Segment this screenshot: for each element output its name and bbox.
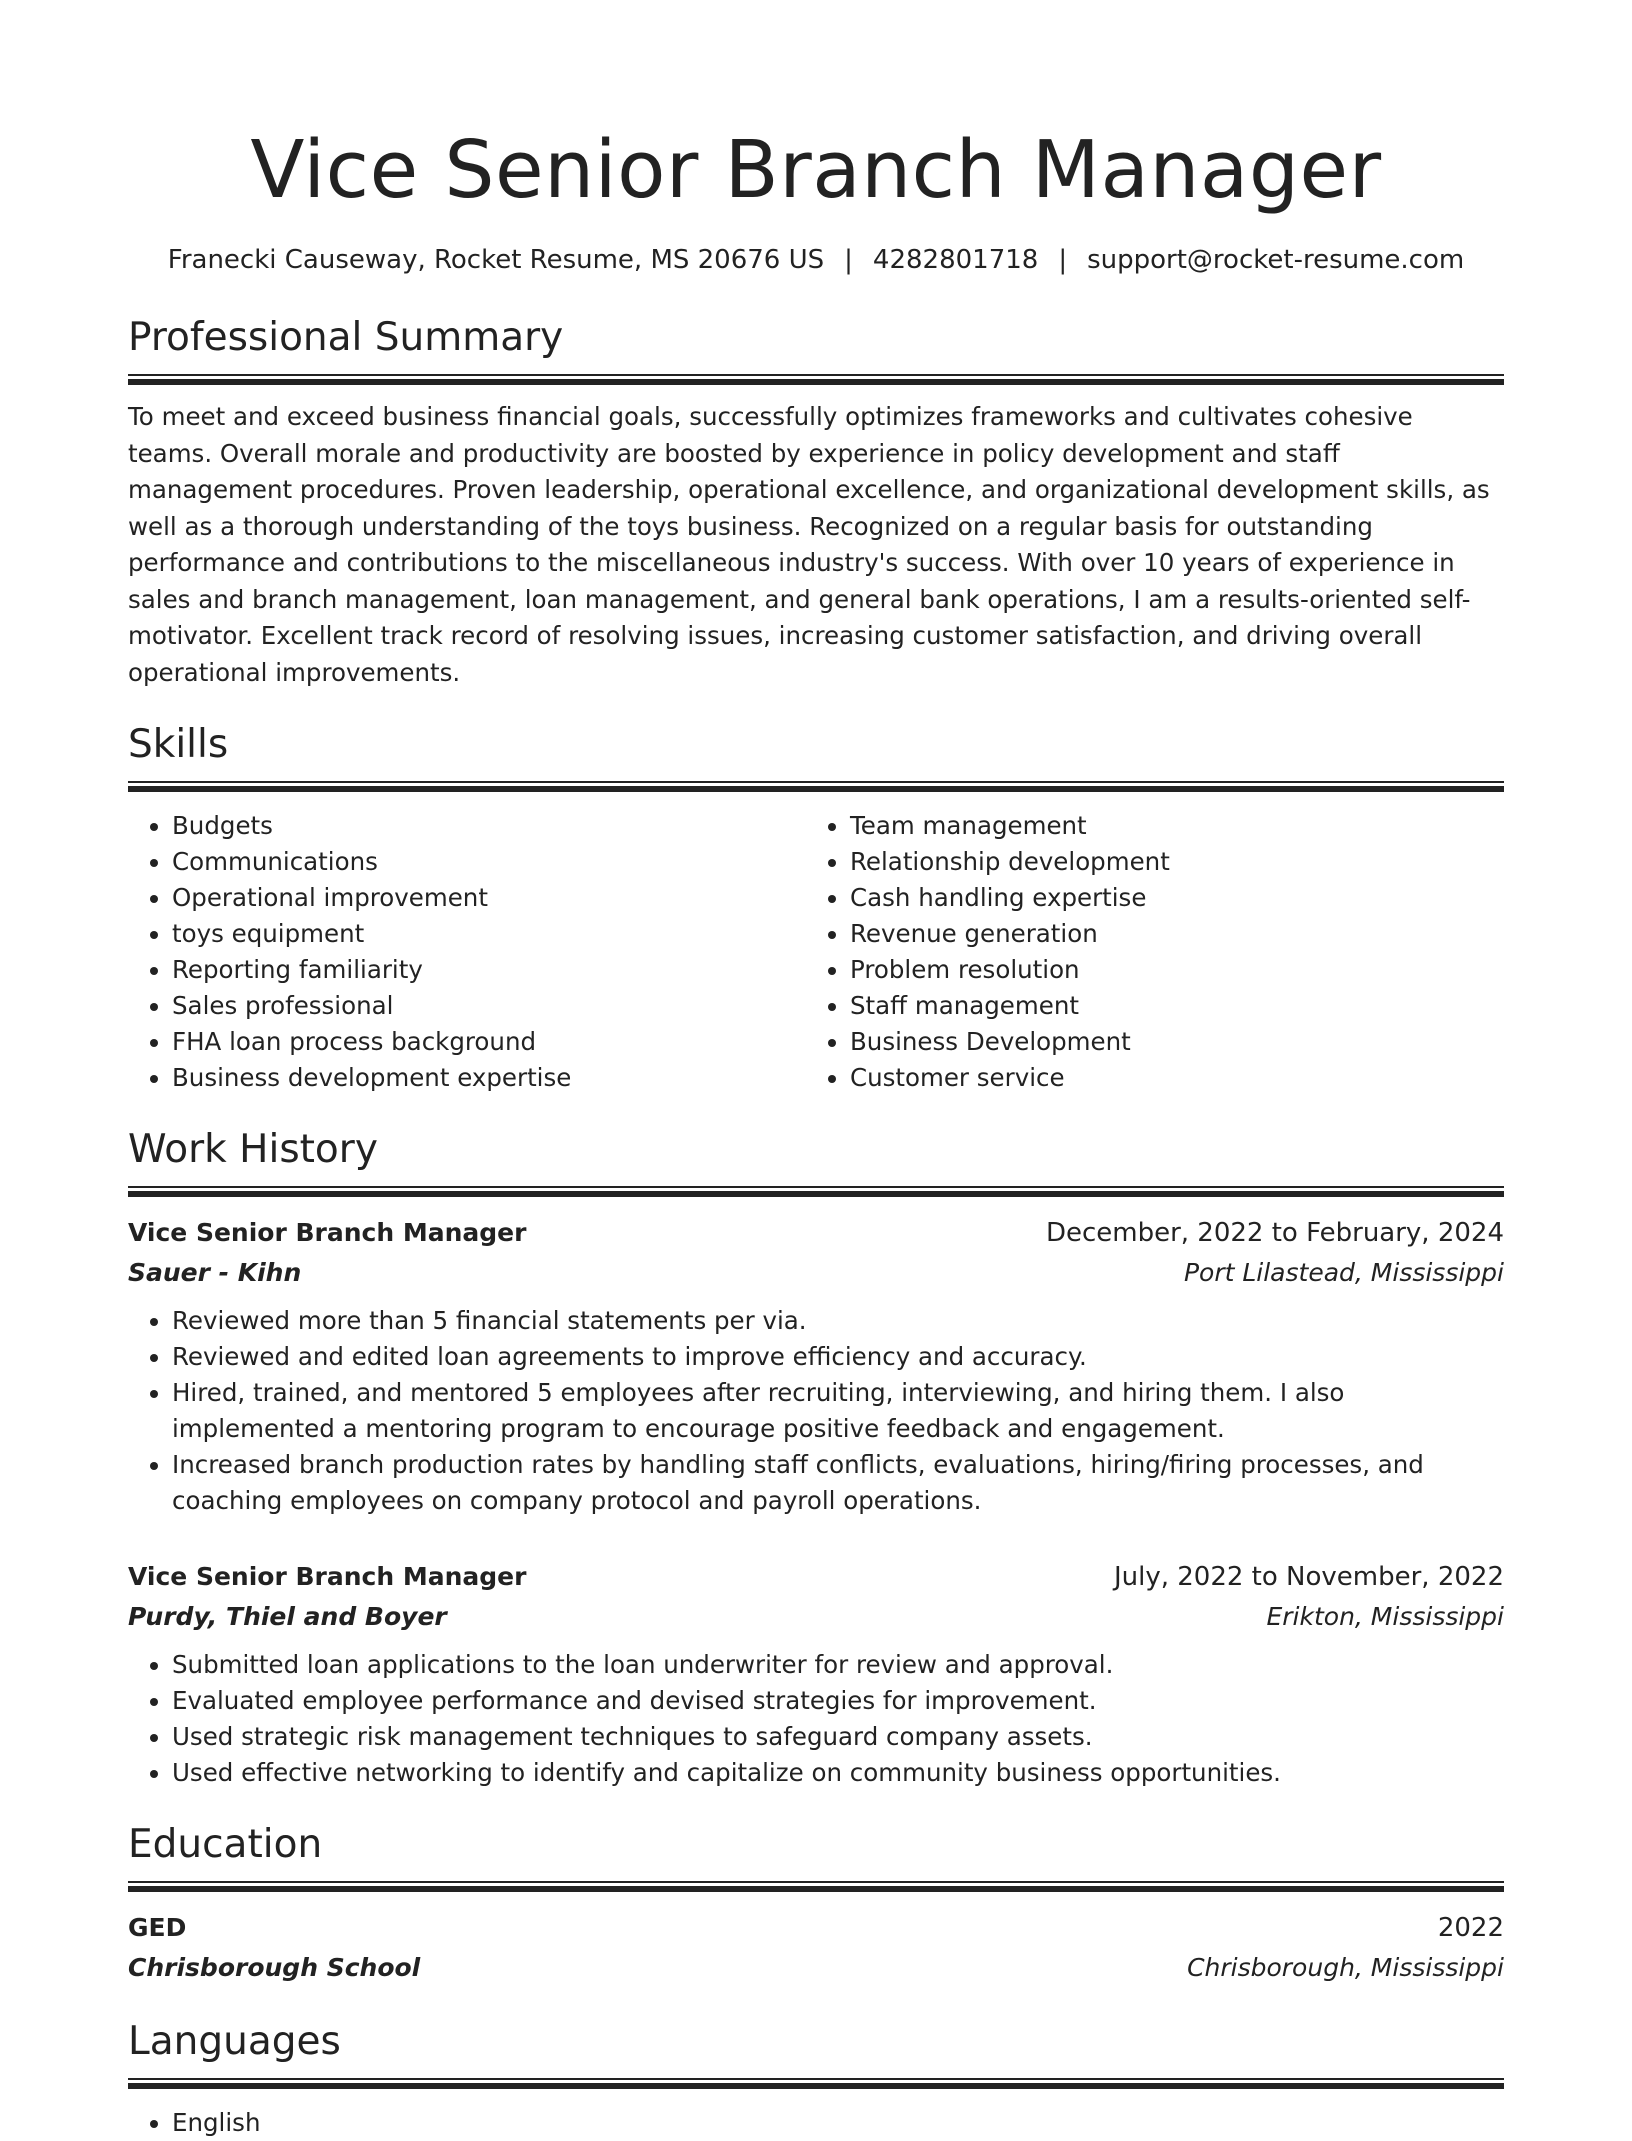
contact-phone: 4282801718 bbox=[872, 245, 1039, 275]
job-company: Purdy, Thiel and Boyer bbox=[128, 1602, 447, 1631]
skills-columns bbox=[128, 808, 1504, 1096]
skill-item: • Sales professional bbox=[172, 988, 806, 1024]
languages-title: Languages bbox=[128, 2019, 341, 2064]
summary-title: Professional Summary bbox=[128, 315, 564, 360]
skill-item: • Revenue generation bbox=[850, 916, 1494, 952]
education-school: Chrisborough School bbox=[128, 1953, 421, 1982]
education-year: 2022 bbox=[1437, 1913, 1504, 1943]
job-location: Port Lilastead, Mississippi bbox=[1183, 1258, 1504, 1287]
summary-section bbox=[128, 312, 1504, 691]
skill-item: • Business development expertise bbox=[172, 1060, 806, 1096]
section-divider bbox=[128, 374, 1504, 385]
languages-section bbox=[128, 2016, 1504, 2141]
work-title: Work History bbox=[128, 1127, 378, 1172]
languages-list bbox=[128, 2105, 1504, 2141]
job-bullets bbox=[128, 1647, 1504, 1791]
work-section bbox=[128, 1124, 1504, 1791]
job-entry bbox=[128, 1557, 1504, 1791]
job-bullet: • Hired, trained, and mentored 5 employees after recruiting, interviewing, and hiring them. I also implemented a mentoring program to encourage positive feedback and engagement. bbox=[172, 1375, 1504, 1447]
education-location: Chrisborough, Mississippi bbox=[1187, 1953, 1504, 1982]
job-entry bbox=[128, 1213, 1504, 1519]
language-item: • English bbox=[172, 2105, 1504, 2141]
contact-separator: | bbox=[1058, 245, 1068, 275]
skill-item: • Team management bbox=[850, 808, 1494, 844]
contact-line bbox=[128, 242, 1504, 278]
skills-right-column bbox=[806, 808, 1494, 1096]
job-title: Vice Senior Branch Manager bbox=[128, 1562, 527, 1591]
section-divider bbox=[128, 1881, 1504, 1892]
job-dates: December, 2022 to February, 2024 bbox=[1045, 1218, 1504, 1248]
resume-name: Vice Senior Branch Manager bbox=[250, 124, 1382, 216]
job-bullet: • Reviewed more than 5 financial statements per via. bbox=[172, 1303, 1504, 1339]
skill-item: • Budgets bbox=[172, 808, 806, 844]
section-divider bbox=[128, 781, 1504, 792]
skill-item: • Operational improvement bbox=[172, 880, 806, 916]
job-bullets bbox=[128, 1303, 1504, 1519]
skill-item: • Communications bbox=[172, 844, 806, 880]
contact-email: support@rocket-resume.com bbox=[1087, 245, 1465, 275]
skill-item: • Reporting familiarity bbox=[172, 952, 806, 988]
job-bullet: • Evaluated employee performance and devised strategies for improvement. bbox=[172, 1683, 1504, 1719]
section-divider bbox=[128, 1186, 1504, 1197]
education-section bbox=[128, 1819, 1504, 1988]
job-location: Erikton, Mississippi bbox=[1266, 1602, 1504, 1631]
skill-item: • Cash handling expertise bbox=[850, 880, 1494, 916]
skills-section bbox=[128, 719, 1504, 1096]
skill-item: • Staff management bbox=[850, 988, 1494, 1024]
skill-item: • toys equipment bbox=[172, 916, 806, 952]
skill-item: • Customer service bbox=[850, 1060, 1494, 1096]
job-company: Sauer - Kihn bbox=[128, 1258, 302, 1287]
skills-title: Skills bbox=[128, 722, 229, 767]
job-bullet: • Used effective networking to identify and capitalize on community business opportunities. bbox=[172, 1755, 1504, 1791]
education-title: Education bbox=[128, 1822, 323, 1867]
section-divider bbox=[128, 2078, 1504, 2089]
education-entry bbox=[128, 1908, 1504, 1988]
job-bullet: • Increased branch production rates by handling staff conflicts, evaluations, hiring/firing processes, and coaching employees on company protocol and payroll operations. bbox=[172, 1447, 1504, 1519]
job-bullet: • Reviewed and edited loan agreements to improve efficiency and accuracy. bbox=[172, 1339, 1504, 1375]
job-bullet: • Used strategic risk management techniques to safeguard company assets. bbox=[172, 1719, 1504, 1755]
job-bullet: • Submitted loan applications to the loan underwriter for review and approval. bbox=[172, 1647, 1504, 1683]
job-dates: July, 2022 to November, 2022 bbox=[1113, 1562, 1504, 1592]
summary-text: To meet and exceed business financial goals, successfully optimizes frameworks and cultivates cohesive teams. Overall morale and productivity are boosted by experience in policy development and staff management procedures. Proven leadership, operational excellence, and organizational development skills, as well as a thorough understanding of the toys business. Recognized on a regular basis for outstanding performance and contributions to the miscellaneous industry's success. With over 10 years of experience in sales and branch management, loan management, and general bank operations, I am a results-oriented self-motivator. Excellent track record of resolving issues, increasing customer satisfaction, and driving overall operational improvements. bbox=[128, 402, 1490, 687]
skills-left-column bbox=[128, 808, 806, 1096]
skill-item: • Problem resolution bbox=[850, 952, 1494, 988]
skill-item: • FHA loan process background bbox=[172, 1024, 806, 1060]
skill-item: • Business Development bbox=[850, 1024, 1494, 1060]
skill-item: • Relationship development bbox=[850, 844, 1494, 880]
contact-address: Franecki Causeway, Rocket Resume, MS 20676 US bbox=[167, 245, 825, 275]
education-degree: GED bbox=[128, 1913, 187, 1942]
job-title: Vice Senior Branch Manager bbox=[128, 1218, 527, 1247]
contact-separator: | bbox=[844, 245, 853, 275]
